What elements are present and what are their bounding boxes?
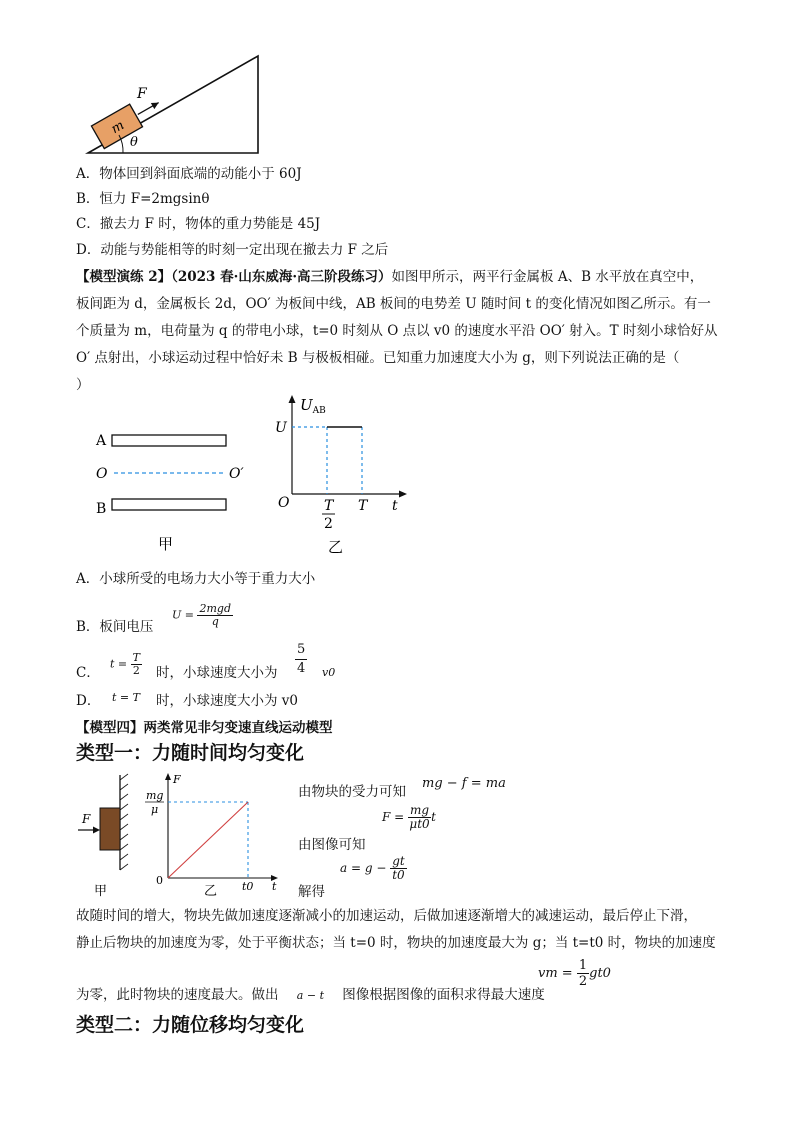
uab-caption: 乙 <box>328 538 344 556</box>
q2-option-a: A．小球所受的电场力大小等于重力大小 <box>76 571 316 587</box>
q2-option-b-formula: U = 2mgd q <box>172 602 231 628</box>
vm-formula: vm = $\frac{1}{2}$ gt0 <box>538 958 611 989</box>
derivation-line4-text: 解得 <box>298 884 325 900</box>
wall-force-label: F <box>82 812 91 826</box>
plates-figure <box>90 425 260 553</box>
incline-figure <box>85 50 265 160</box>
ft-yaxis: F <box>173 773 181 786</box>
wall-caption: 甲 <box>94 884 108 899</box>
derivation-line2-formula: F = $\frac{mg}{\mu t0}$ t <box>382 803 436 831</box>
q2-option-d-text: 时，小球速度大小为 v0 <box>156 693 299 709</box>
q1-option-a: A．物体回到斜面底端的动能小于 60J <box>76 166 302 182</box>
derivation-line3-text: 由图像可知 <box>298 837 366 853</box>
derivation-line1-text: 由物块的受力可知 <box>298 784 406 800</box>
q2-option-c-formula: t = $\frac{T}{2}$ <box>110 651 140 677</box>
uab-t-full: T <box>358 498 368 514</box>
ft-caption: 乙 <box>204 884 218 899</box>
q2-option-c-fraction: 5 4 <box>297 642 306 676</box>
q1-option-b: B．恒力 F=2mgsinθ <box>76 191 210 207</box>
block <box>100 808 120 850</box>
q2-option-b: B．板间电压 <box>76 619 154 635</box>
ft-ylabel-den: μ <box>151 803 159 816</box>
uab-t-axis: t <box>392 498 398 514</box>
explanation-last-line: 为零，此时物块的速度最大。做出 a − t 图像根据图像的面积求得最大速度 <box>76 987 545 1003</box>
q2-stem: 【模型演练 2】（2023 春·山东威海·高三阶段练习）如图甲所示，两平行金属板 A、B 水平放在真空中， 板间距为 d，金属板长 2d，OO′ 为板间中线，AB 板间的电势差 U 随时间 t 的变化情况如图乙所示。有一 个质量为 m，电荷量为 q 的带电小球，t=0 时刻从 O 点以 v0 的速度水平沿 OO′ 射入。T 时刻小球恰好从 O′ 点射出，小球运动过程中恰好未 B 与极板相碰。已知重力加速度大小为 g，则下列说法正确的是（ ） <box>76 269 718 393</box>
q1-option-c: C．撤去力 F 时，物体的重力势能是 45J <box>76 216 321 232</box>
angle-label: θ <box>130 135 138 150</box>
ft-t-axis: t <box>272 880 277 893</box>
type1-title: 类型一：力随时间均匀变化 <box>76 742 305 764</box>
type2-title: 类型二：力随位移均匀变化 <box>76 1014 305 1036</box>
derivation-line3-formula: a = g − $\frac{gt}{t0}$ <box>340 854 405 882</box>
uab-t-half-num: T <box>324 498 334 514</box>
plate-b-label: B <box>96 501 107 517</box>
point-o-prime-label: O′ <box>229 466 244 482</box>
point-o-label: O <box>96 466 108 482</box>
force-label: F <box>137 86 147 102</box>
plate-a <box>112 435 226 446</box>
ft-ylabel-num: mg <box>146 789 164 802</box>
plates-caption: 甲 <box>158 535 174 553</box>
ft-origin: 0 <box>156 874 163 887</box>
q1-option-d: D．动能与势能相等的时刻一定出现在撤去力 F 之后 <box>76 242 389 258</box>
ft-t0: t0 <box>242 880 254 893</box>
ft-line <box>168 802 248 878</box>
uab-origin: O <box>278 495 290 511</box>
q2-option-d-formula: t = T <box>112 691 140 704</box>
section-title: 【模型四】两类常见非匀变速直线运动模型 <box>76 720 333 736</box>
q2-option-d-letter: D． <box>76 693 101 709</box>
plate-a-label: A <box>96 433 107 449</box>
explanation-paragraph: 故随时间的增大，物块先做加速度逐渐减小的加速运动，后做加速逐渐增大的减速运动，最后停止下滑， 静止后物块的加速度为零，处于平衡状态；当 t=0 时，物块的加速度最大为 g；当 t=t0 时，物块的加速度 <box>76 908 716 951</box>
q2-option-c-text: 时，小球速度大小为 <box>156 665 278 681</box>
ft-graph <box>140 770 290 900</box>
q2-tag: 【模型演练 2】（2023 春·山东威海·高三阶段练习） <box>76 269 392 285</box>
wall-hatching <box>120 774 128 870</box>
q2-option-c-letter: C． <box>76 665 100 681</box>
plate-b <box>112 499 226 510</box>
wall-figure <box>76 770 146 900</box>
uab-t-half-den: 2 <box>324 516 333 532</box>
uab-ylabel: $U_{AB}$ <box>300 396 326 416</box>
uab-graph <box>270 392 415 557</box>
uab-u-label: U <box>275 420 287 436</box>
q2-option-c-v0: v0 <box>322 666 336 679</box>
derivation-line1-formula: mg − f = ma <box>422 776 506 791</box>
mass-label: m <box>108 118 127 138</box>
